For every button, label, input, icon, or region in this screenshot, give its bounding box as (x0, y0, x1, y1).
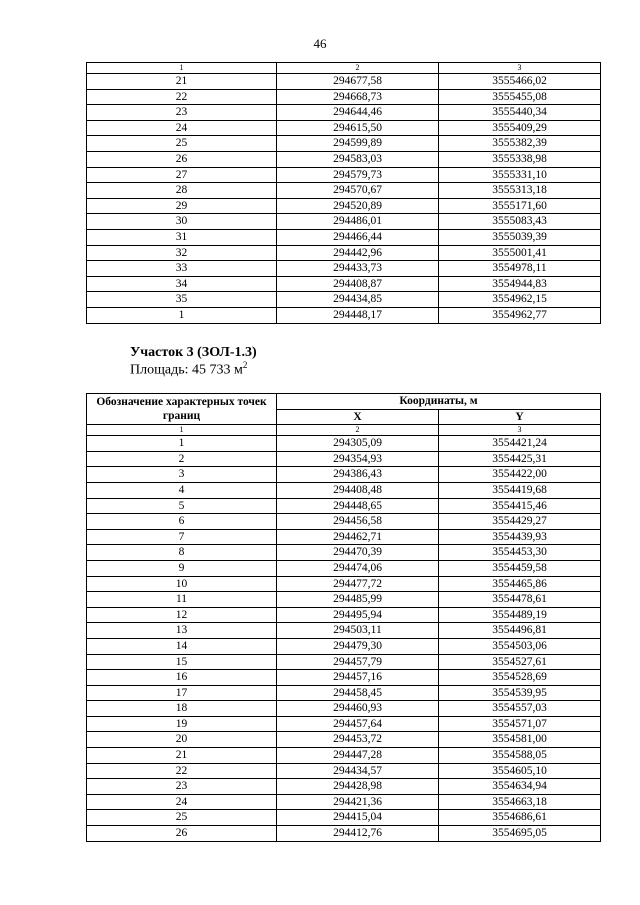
y-coordinate-cell: 3555466,02 (439, 74, 601, 90)
y-coordinate-cell: 3554695,05 (439, 826, 601, 842)
table-row (87, 89, 601, 105)
table-body (87, 436, 601, 841)
table-row (87, 670, 601, 686)
point-number-cell: 27 (87, 167, 277, 183)
x-coordinate-cell: 294457,79 (277, 654, 439, 670)
point-number-cell: 4 (87, 482, 277, 498)
x-coordinate-cell: 294428,98 (277, 779, 439, 795)
x-coordinate-cell: 294354,93 (277, 451, 439, 467)
x-coordinate-cell: 294599,89 (277, 136, 439, 152)
x-coordinate-cell: 294615,50 (277, 120, 439, 136)
column-number: 3 (439, 63, 601, 74)
table-row (87, 436, 601, 452)
table-body (87, 74, 601, 324)
x-coordinate-cell: 294433,73 (277, 261, 439, 277)
point-number-cell: 24 (87, 794, 277, 810)
table-row (87, 592, 601, 608)
table-row (87, 261, 601, 277)
point-number-cell: 7 (87, 529, 277, 545)
table-row (87, 545, 601, 561)
y-coordinate-cell: 3554465,86 (439, 576, 601, 592)
point-number-cell: 5 (87, 498, 277, 514)
point-number-cell: 13 (87, 623, 277, 639)
table-row (87, 214, 601, 230)
x-header: X (277, 409, 439, 425)
plot-title: Участок 3 (ЗОЛ-1.3) (130, 345, 257, 360)
y-coordinate-cell: 3554663,18 (439, 794, 601, 810)
y-coordinate-cell: 3555440,34 (439, 105, 601, 121)
column-number: 3 (439, 425, 601, 436)
table-row (87, 136, 601, 152)
coordinates-table (86, 393, 601, 842)
point-number-cell: 10 (87, 576, 277, 592)
table-row (87, 560, 601, 576)
x-coordinate-cell: 294458,45 (277, 685, 439, 701)
x-coordinate-cell: 294408,87 (277, 276, 439, 292)
point-number-cell: 28 (87, 183, 277, 199)
column-number: 2 (277, 63, 439, 74)
table-row (87, 716, 601, 732)
y-coordinate-cell: 3554489,19 (439, 607, 601, 623)
y-coordinate-cell: 3554459,58 (439, 560, 601, 576)
y-coordinate-cell: 3555382,39 (439, 136, 601, 152)
x-coordinate-cell: 294495,94 (277, 607, 439, 623)
point-number-cell: 21 (87, 74, 277, 90)
table-row (87, 498, 601, 514)
y-coordinate-cell: 3554415,46 (439, 498, 601, 514)
y-coordinate-cell: 3554429,27 (439, 514, 601, 530)
plot-area-label: Площадь: 45 733 м (130, 362, 243, 378)
y-coordinate-cell: 3554496,81 (439, 623, 601, 639)
table-row (87, 810, 601, 826)
table-row (87, 654, 601, 670)
x-coordinate-cell: 294677,58 (277, 74, 439, 90)
table-row (87, 685, 601, 701)
point-number-cell: 9 (87, 560, 277, 576)
table-row (87, 105, 601, 121)
y-coordinate-cell: 3554539,95 (439, 685, 601, 701)
table-row (87, 151, 601, 167)
x-coordinate-cell: 294386,43 (277, 467, 439, 483)
point-number-cell: 20 (87, 732, 277, 748)
point-number-cell: 23 (87, 105, 277, 121)
point-number-cell: 8 (87, 545, 277, 561)
table-row (87, 451, 601, 467)
point-number-cell: 11 (87, 592, 277, 608)
x-coordinate-cell: 294462,71 (277, 529, 439, 545)
x-coordinate-cell: 294442,96 (277, 245, 439, 261)
x-coordinate-cell: 294412,76 (277, 826, 439, 842)
y-coordinate-cell: 3554962,15 (439, 292, 601, 308)
point-number-cell: 2 (87, 451, 277, 467)
table-row (87, 514, 601, 530)
y-coordinate-cell: 3554478,61 (439, 592, 601, 608)
table-row (87, 307, 601, 323)
y-coordinate-cell: 3554422,00 (439, 467, 601, 483)
point-number-cell: 34 (87, 276, 277, 292)
table-row (87, 120, 601, 136)
y-coordinate-cell: 3554944,83 (439, 276, 601, 292)
point-number-cell: 22 (87, 89, 277, 105)
x-coordinate-cell: 294668,73 (277, 89, 439, 105)
point-number-cell: 6 (87, 514, 277, 530)
table-row (87, 748, 601, 764)
y-coordinate-cell: 3555039,39 (439, 229, 601, 245)
y-coordinate-cell: 3555171,60 (439, 198, 601, 214)
table-row (87, 198, 601, 214)
x-coordinate-cell: 294583,03 (277, 151, 439, 167)
column-number-row (87, 63, 601, 74)
table-row (87, 292, 601, 308)
y-coordinate-cell: 3555331,10 (439, 167, 601, 183)
point-number-cell: 25 (87, 810, 277, 826)
table-row (87, 467, 601, 483)
y-coordinate-cell: 3554605,10 (439, 763, 601, 779)
y-coordinate-cell: 3554503,06 (439, 638, 601, 654)
x-coordinate-cell: 294421,36 (277, 794, 439, 810)
x-coordinate-cell: 294457,16 (277, 670, 439, 686)
y-coordinate-cell: 3554588,05 (439, 748, 601, 764)
y-coordinate-cell: 3555409,29 (439, 120, 601, 136)
point-number-cell: 12 (87, 607, 277, 623)
point-number-cell: 32 (87, 245, 277, 261)
x-coordinate-cell: 294305,09 (277, 436, 439, 452)
x-coordinate-cell: 294470,39 (277, 545, 439, 561)
column-number: 1 (87, 425, 277, 436)
point-number-cell: 24 (87, 120, 277, 136)
y-coordinate-cell: 3554634,94 (439, 779, 601, 795)
x-coordinate-cell: 294570,67 (277, 183, 439, 199)
y-coordinate-cell: 3554528,69 (439, 670, 601, 686)
y-coordinate-cell: 3554581,00 (439, 732, 601, 748)
y-coordinate-cell: 3554686,61 (439, 810, 601, 826)
coordinates-header: Координаты, м (277, 394, 601, 410)
x-coordinate-cell: 294434,85 (277, 292, 439, 308)
table-row (87, 482, 601, 498)
table-row (87, 732, 601, 748)
plot-area (130, 360, 247, 379)
x-coordinate-cell: 294477,72 (277, 576, 439, 592)
point-number-cell: 1 (87, 436, 277, 452)
point-number-cell: 26 (87, 826, 277, 842)
x-coordinate-cell: 294579,73 (277, 167, 439, 183)
point-number-cell: 35 (87, 292, 277, 308)
table-row (87, 623, 601, 639)
point-number-cell: 29 (87, 198, 277, 214)
x-coordinate-cell: 294474,06 (277, 560, 439, 576)
table-row (87, 183, 601, 199)
point-number-cell: 3 (87, 467, 277, 483)
column-number: 1 (87, 63, 277, 74)
page-number: 46 (313, 36, 327, 51)
table-row (87, 763, 601, 779)
column-number: 2 (277, 425, 439, 436)
y-coordinate-cell: 3554962,77 (439, 307, 601, 323)
x-coordinate-cell: 294486,01 (277, 214, 439, 230)
x-coordinate-cell: 294503,11 (277, 623, 439, 639)
y-coordinate-cell: 3554421,24 (439, 436, 601, 452)
x-coordinate-cell: 294485,99 (277, 592, 439, 608)
x-coordinate-cell: 294415,04 (277, 810, 439, 826)
x-coordinate-cell: 294466,44 (277, 229, 439, 245)
table-row (87, 167, 601, 183)
x-coordinate-cell: 294434,57 (277, 763, 439, 779)
table-row (87, 74, 601, 90)
point-number-cell: 22 (87, 763, 277, 779)
y-coordinate-cell: 3554557,03 (439, 701, 601, 717)
y-coordinate-cell: 3554527,61 (439, 654, 601, 670)
table-row (87, 245, 601, 261)
x-coordinate-cell: 294644,46 (277, 105, 439, 121)
column-number-row (87, 425, 601, 436)
y-coordinate-cell: 3554425,31 (439, 451, 601, 467)
table-row (87, 638, 601, 654)
y-coordinate-cell: 3554453,30 (439, 545, 601, 561)
x-coordinate-cell: 294479,30 (277, 638, 439, 654)
y-coordinate-cell: 3555083,43 (439, 214, 601, 230)
table-row (87, 701, 601, 717)
x-coordinate-cell: 294520,89 (277, 198, 439, 214)
y-coordinate-cell: 3554439,93 (439, 529, 601, 545)
x-coordinate-cell: 294448,17 (277, 307, 439, 323)
point-number-cell: 21 (87, 748, 277, 764)
point-number-cell: 14 (87, 638, 277, 654)
table-row (87, 529, 601, 545)
x-coordinate-cell: 294457,64 (277, 716, 439, 732)
point-number-cell: 25 (87, 136, 277, 152)
point-number-cell: 30 (87, 214, 277, 230)
x-coordinate-cell: 294456,58 (277, 514, 439, 530)
plot-area-superscript: 2 (242, 360, 248, 370)
point-number-cell: 17 (87, 685, 277, 701)
y-coordinate-cell: 3555001,41 (439, 245, 601, 261)
point-number-cell: 31 (87, 229, 277, 245)
table-row (87, 794, 601, 810)
points-header: Обозначение характерных точек границ (87, 394, 277, 425)
point-number-cell: 15 (87, 654, 277, 670)
table-row (87, 276, 601, 292)
y-coordinate-cell: 3555313,18 (439, 183, 601, 199)
point-number-cell: 23 (87, 779, 277, 795)
y-coordinate-cell: 3555455,08 (439, 89, 601, 105)
point-number-cell: 26 (87, 151, 277, 167)
y-header: Y (439, 409, 601, 425)
coordinates-table-continued (86, 62, 601, 324)
y-coordinate-cell: 3554419,68 (439, 482, 601, 498)
table-row (87, 826, 601, 842)
y-coordinate-cell: 3554978,11 (439, 261, 601, 277)
y-coordinate-cell: 3555338,98 (439, 151, 601, 167)
table-row (87, 229, 601, 245)
x-coordinate-cell: 294453,72 (277, 732, 439, 748)
x-coordinate-cell: 294460,93 (277, 701, 439, 717)
point-number-cell: 33 (87, 261, 277, 277)
point-number-cell: 18 (87, 701, 277, 717)
table-row (87, 779, 601, 795)
point-number-cell: 16 (87, 670, 277, 686)
table-row (87, 576, 601, 592)
x-coordinate-cell: 294447,28 (277, 748, 439, 764)
x-coordinate-cell: 294448,65 (277, 498, 439, 514)
x-coordinate-cell: 294408,48 (277, 482, 439, 498)
point-number-cell: 1 (87, 307, 277, 323)
point-number-cell: 19 (87, 716, 277, 732)
y-coordinate-cell: 3554571,07 (439, 716, 601, 732)
table-row (87, 607, 601, 623)
